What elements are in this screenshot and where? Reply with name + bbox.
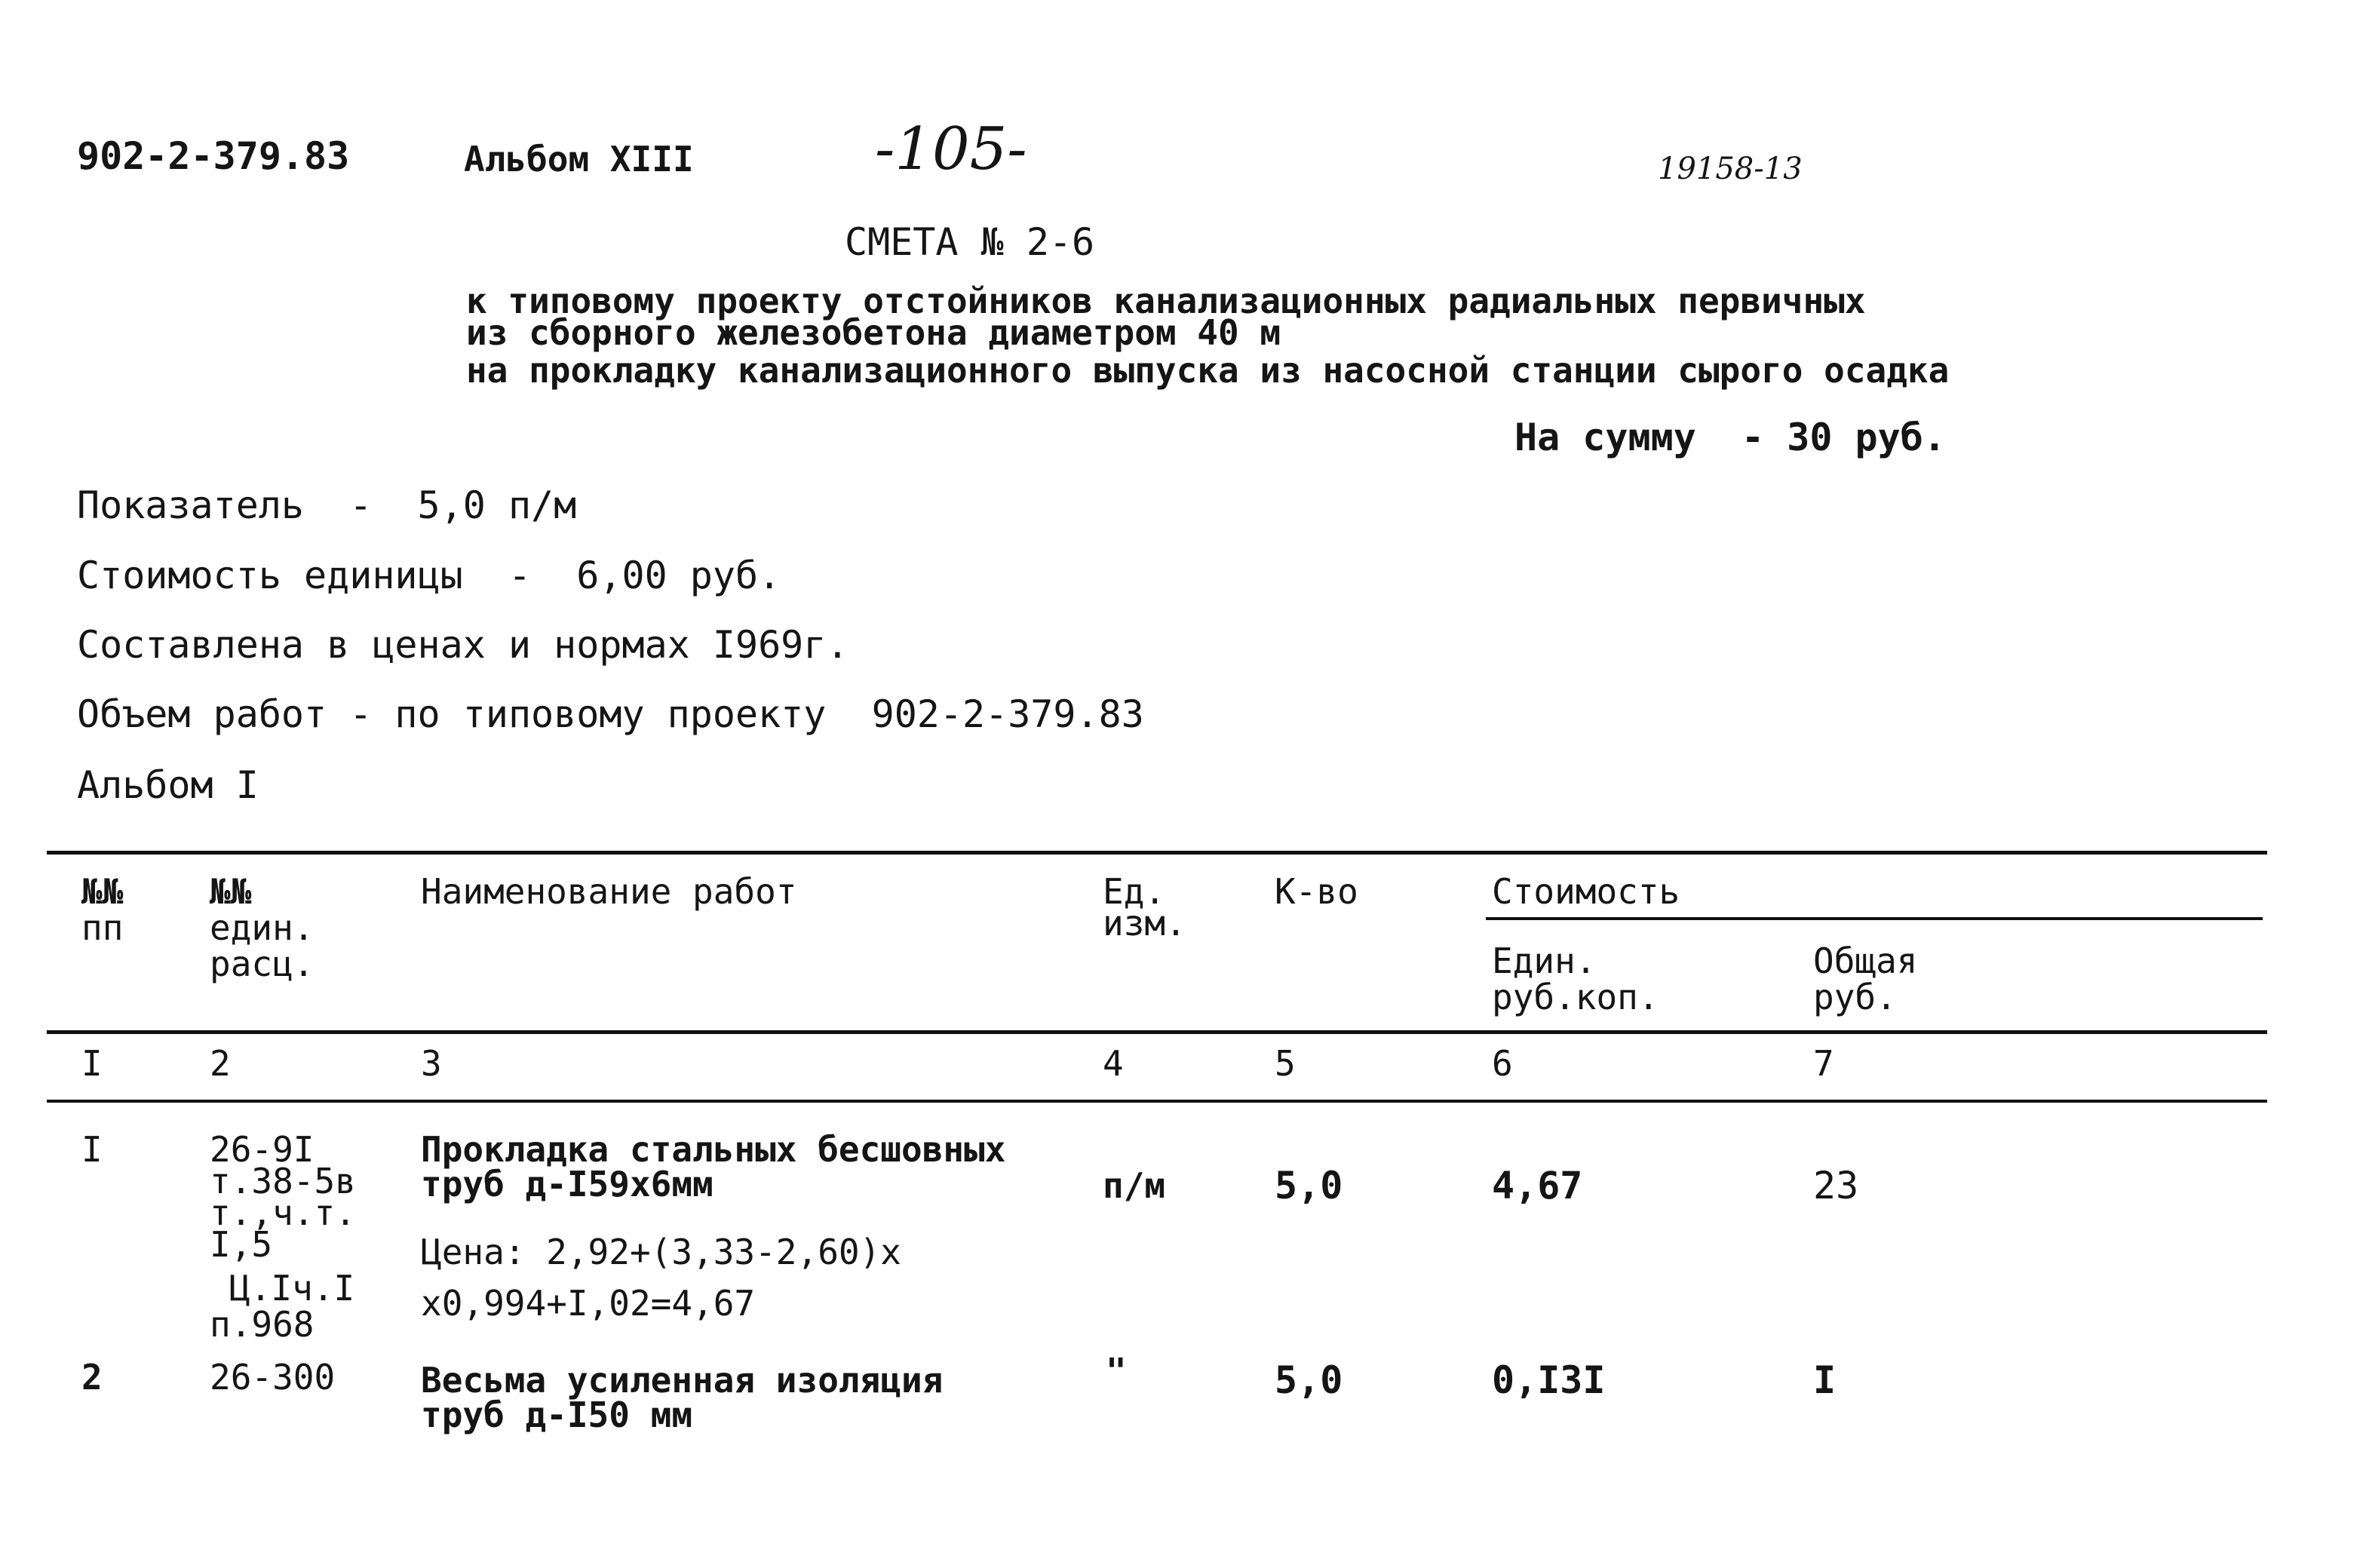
- row1-code-line3: т.,ч.т.: [210, 1192, 356, 1233]
- album-label: Альбом XIII: [464, 139, 694, 180]
- col-number-2: 2: [210, 1043, 231, 1084]
- row1-code-line2: т.38-5в: [210, 1161, 356, 1201]
- estimate-heading: СМЕТА № 2-6: [845, 220, 1095, 264]
- numbering-bottom-rule: [47, 1100, 2267, 1103]
- col4-header-line1: Ед.: [1103, 871, 1166, 912]
- page-number: -105-: [875, 115, 1027, 183]
- row1-unit: п/м: [1103, 1165, 1166, 1206]
- title-line-2: из сборного железобетона диаметром 40 м: [466, 312, 1281, 353]
- prices-basis-line: Составлена в ценах и нормах I969г.: [77, 623, 849, 667]
- title-line-1: к типовому проекту отстойников канализационных радиальных первичных: [466, 281, 1866, 321]
- row2-unit: ": [1106, 1351, 1127, 1392]
- row2-quantity: 5,0: [1275, 1358, 1343, 1402]
- row2-number: 2: [81, 1357, 103, 1398]
- col-number-1: I: [81, 1043, 103, 1084]
- row2-unit-cost: 0,I3I: [1492, 1358, 1606, 1402]
- doc-code: 902-2-379.83: [77, 134, 350, 178]
- col1-header-line1: №№: [81, 871, 124, 912]
- col2-header-line3: расц.: [210, 944, 315, 984]
- col-number-3: 3: [421, 1043, 442, 1084]
- row1-name-line2: труб д-I59х6мм: [421, 1164, 713, 1204]
- title-line-3: на прокладку канализационного выпуска из насосной станции сырого осадка: [466, 350, 1950, 391]
- col4-header-line2: изм.: [1103, 903, 1186, 944]
- col-number-6: 6: [1492, 1043, 1513, 1084]
- col2-header-line1: №№: [210, 871, 252, 912]
- row1-price-note-line1: Цена: 2,92+(3,33-2,60)х: [421, 1232, 901, 1272]
- row2-code: 26-300: [210, 1357, 336, 1398]
- total-sum: На сумму - 30 руб.: [1514, 416, 1946, 459]
- row1-name-line1: Прокладка стальных бесшовных: [421, 1129, 1006, 1170]
- row1-unit-cost: 4,67: [1492, 1164, 1583, 1207]
- header-bottom-rule: [47, 1030, 2267, 1034]
- col-number-4: 4: [1103, 1043, 1124, 1084]
- row1-code-line6: п.968: [210, 1304, 315, 1345]
- col-number-7: 7: [1813, 1043, 1834, 1084]
- col5-header: К-во: [1275, 871, 1358, 912]
- col6-header-line1: Един.: [1492, 940, 1597, 981]
- row1-code-line1: 26-9I: [210, 1129, 315, 1170]
- indicator-line: Показатель - 5,0 п/м: [77, 483, 577, 527]
- col3-header: Наименование работ: [421, 871, 797, 912]
- cost-subheader-rule: [1486, 917, 2263, 920]
- col6-header-line2: руб.коп.: [1492, 977, 1659, 1017]
- row1-total: 23: [1813, 1164, 1859, 1207]
- col1-header-line2: пп: [81, 907, 124, 948]
- col7-header-line1: Общая: [1813, 940, 1918, 981]
- row2-name-line1: Весьма усиленная изоляция: [421, 1360, 944, 1401]
- table-top-rule: [47, 851, 2267, 855]
- col-number-5: 5: [1275, 1043, 1296, 1084]
- album-reference: Альбом I: [77, 763, 259, 807]
- cost-header: Стоимость: [1492, 871, 1680, 912]
- col2-header-line2: един.: [210, 907, 315, 948]
- row1-price-note-line2: х0,994+I,02=4,67: [421, 1283, 756, 1324]
- row1-number: I: [81, 1129, 103, 1170]
- col7-header-line2: руб.: [1813, 977, 1897, 1017]
- row2-name-line2: труб д-I50 мм: [421, 1395, 693, 1435]
- row1-quantity: 5,0: [1275, 1164, 1343, 1207]
- row1-code-line4: I,5: [210, 1224, 273, 1265]
- unit-cost-line: Стоимость единицы - 6,00 руб.: [77, 554, 781, 597]
- work-volume-line: Объем работ - по типовому проекту 902-2-379.83: [77, 692, 1144, 736]
- row1-code-line5: Ц.Iч.I: [229, 1268, 355, 1309]
- inventory-number: 19158-13: [1658, 152, 1803, 186]
- row2-total: I: [1813, 1358, 1837, 1402]
